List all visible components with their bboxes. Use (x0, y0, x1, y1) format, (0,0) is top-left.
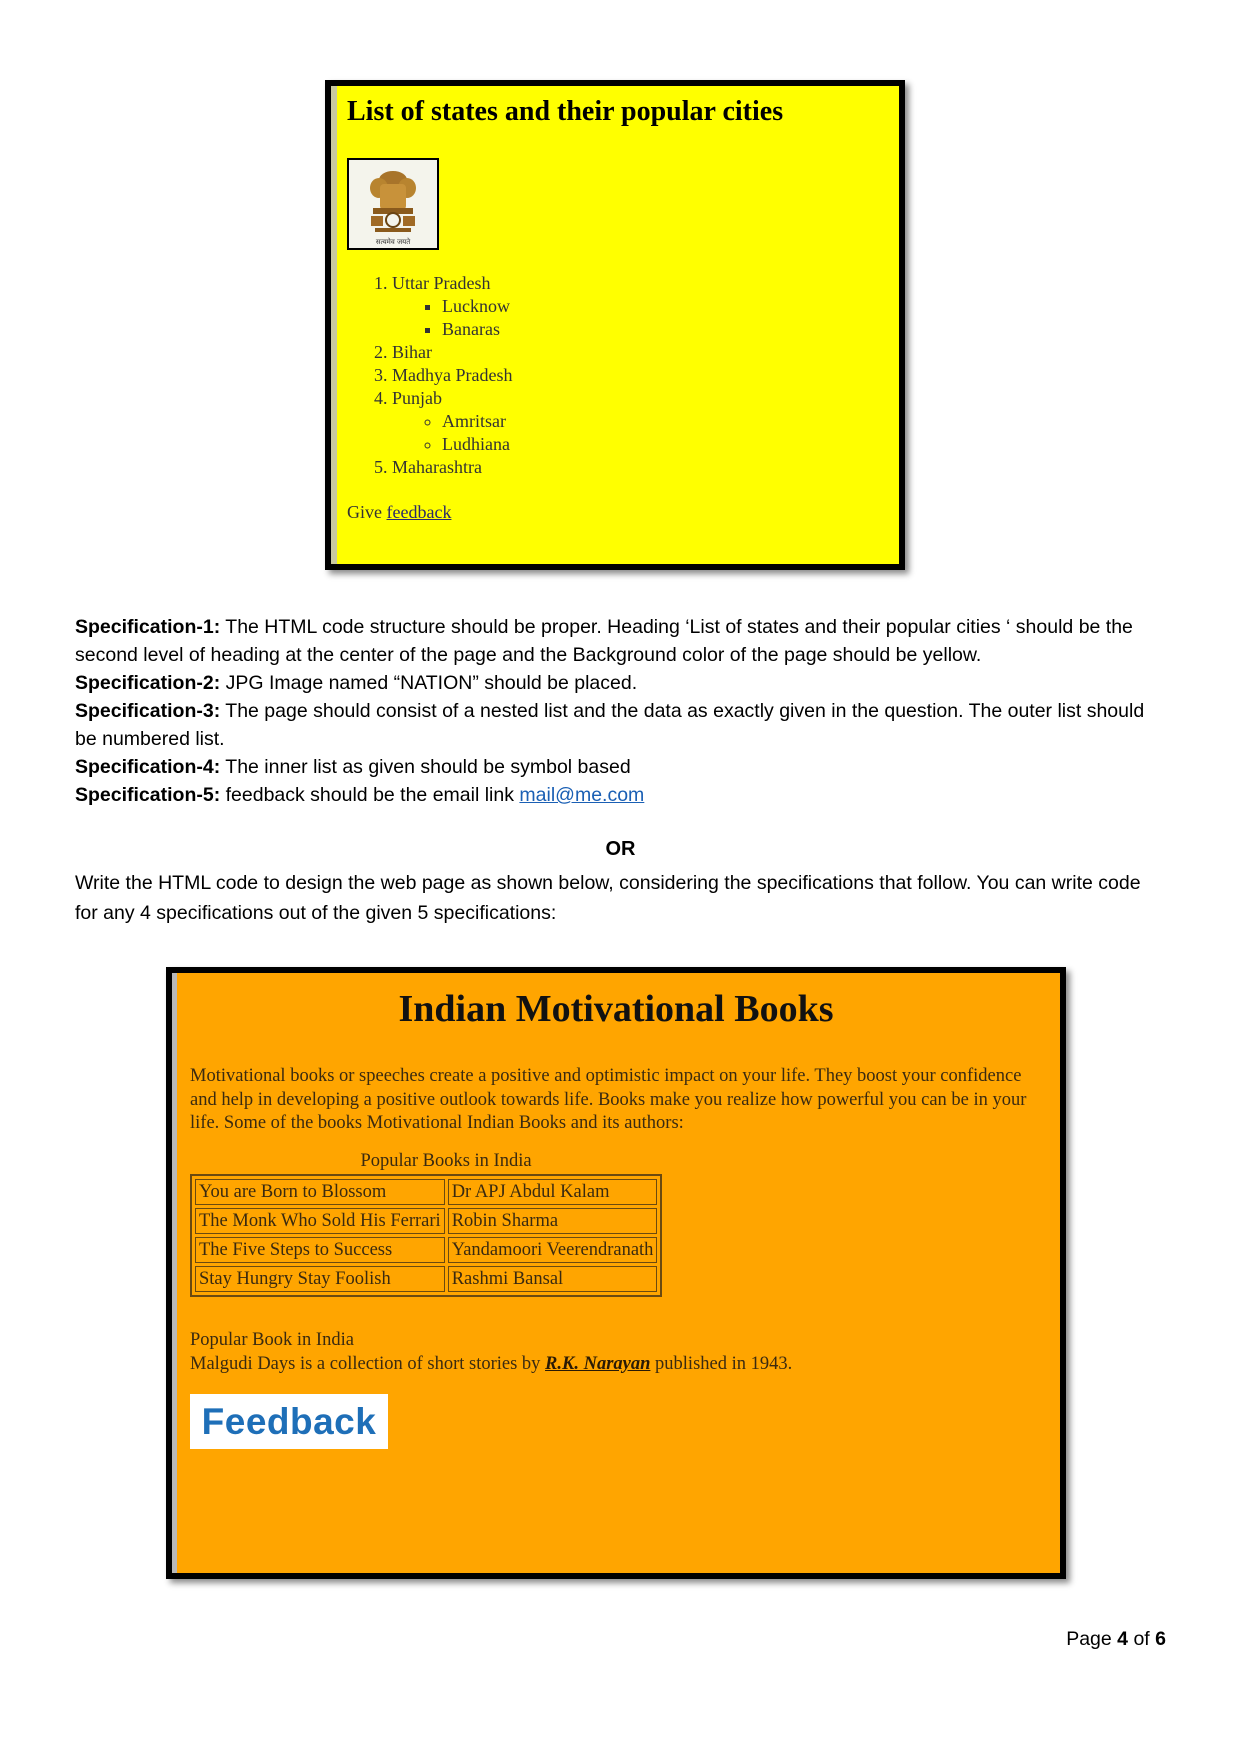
book-title-cell: Stay Hungry Stay Foolish (195, 1266, 445, 1292)
specification-item: Specification-3: The page should consist of a nested list and the data as exactly given in the question. The outer list should be numbered list. (75, 700, 1145, 750)
book-title-cell: The Monk Who Sold His Ferrari (195, 1208, 445, 1234)
feedback-image-button[interactable]: Feedback (190, 1394, 388, 1449)
give-text: Give (347, 502, 382, 522)
states-list (347, 272, 512, 479)
specification-item: Specification-4: The inner list as given should be symbol based (75, 756, 631, 778)
window-edge (331, 86, 337, 564)
state-item: 1. Uttar Pradesh ▪ Lucknow ▪ Banaras (392, 272, 512, 341)
city-item: ◦ Ludhiana (442, 433, 512, 456)
city-item: ◦ Amritsar (442, 410, 512, 433)
question-intro: Write the HTML code to design the web page as shown below, considering the specifications that follow. You can write code for any 4 specifications out of the given 5 specifications: (75, 872, 1141, 924)
table-row (195, 1237, 657, 1263)
author-cell: Rashmi Bansal (448, 1266, 658, 1292)
states-page-screenshot (325, 80, 905, 570)
city-list (392, 410, 512, 456)
feedback-link[interactable]: feedback (386, 502, 452, 522)
specification-item: Specification-2: JPG Image named “NATION” should be placed. (75, 672, 638, 694)
lion-capital-icon (349, 160, 437, 248)
author-cell: Dr APJ Abdul Kalam (448, 1179, 658, 1205)
specification-item: Specification-1: The HTML code structure should be proper. Heading ‘List of states and their popular cities ‘ should be the second level of heading at the center of the page and the Background color of the page should be yellow. (75, 616, 1133, 666)
specifications-block (75, 613, 1165, 809)
give-feedback-line (347, 502, 451, 523)
table-row (195, 1208, 657, 1234)
state-item: 4. Punjab ◦ Amritsar ◦ Ludhiana (392, 387, 512, 456)
malgudi-line: Malgudi Days is a collection of short stories by R.K. Narayan published in 1943. (190, 1354, 793, 1374)
or-divider: OR (605, 838, 636, 860)
specification-item: Specification-5: feedback should be the email link mail@me.com (75, 784, 645, 806)
national-emblem-image (347, 158, 439, 250)
author-cell: Yandamoori Veerendranath (448, 1237, 658, 1263)
intro-paragraph: Motivational books or speeches create a positive and optimistic impact on your life. They boost your confidence and help in developing a positive outlook towards life. Books make you realize how powerful you can be in your life. Some of the books Motivational Indian Books and its authors: (190, 1066, 1027, 1133)
books-table (190, 1174, 662, 1297)
emblem-caption: सत्यमेव जयते (375, 238, 411, 246)
author-cell: Robin Sharma (448, 1208, 658, 1234)
state-item: 2. Bihar (392, 341, 512, 364)
books-heading: Indian Motivational Books (398, 988, 834, 1030)
books-page-screenshot (166, 967, 1066, 1579)
page-number: Page 4 of 6 (1066, 1628, 1166, 1650)
window-edge (172, 973, 177, 1573)
popular-book-block (190, 1328, 792, 1376)
table-caption: Popular Books in India (360, 1151, 532, 1171)
city-item: ▪ Lucknow (442, 295, 512, 318)
table-row (195, 1179, 657, 1205)
email-link[interactable]: mail@me.com (519, 784, 645, 806)
popular-book-label: Popular Book in India (190, 1330, 354, 1350)
book-title-cell: The Five Steps to Success (195, 1237, 445, 1263)
state-item: 3. Madhya Pradesh (392, 364, 512, 387)
city-list (392, 295, 512, 341)
states-heading: List of states and their popular cities (347, 96, 784, 127)
city-item: ▪ Banaras (442, 318, 512, 341)
states-ordered-list (347, 272, 512, 479)
table-row (195, 1266, 657, 1292)
author-link[interactable]: R.K. Narayan (545, 1354, 651, 1374)
book-title-cell: You are Born to Blossom (195, 1179, 445, 1205)
state-item: 5. Maharashtra (392, 456, 512, 479)
